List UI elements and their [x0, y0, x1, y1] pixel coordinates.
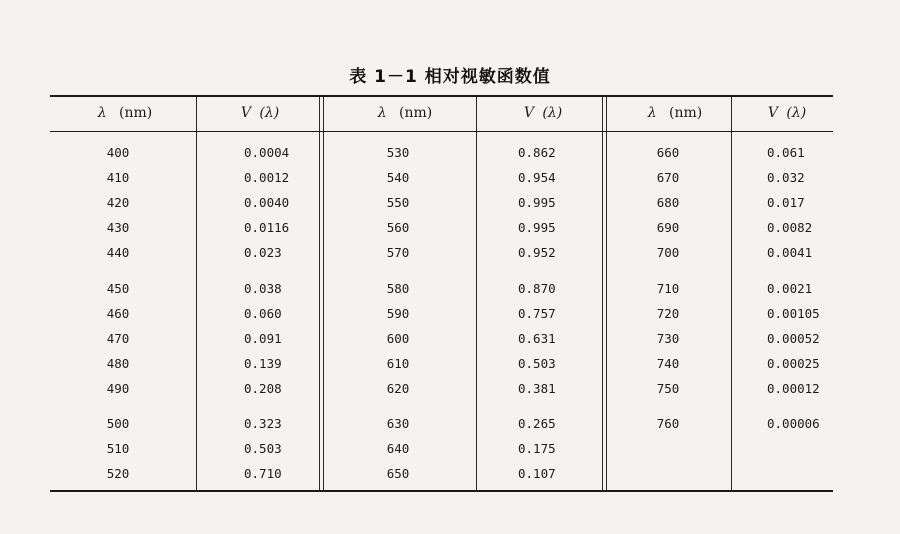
group-divider: [602, 97, 603, 490]
luminosity-value-cell: 0.060: [244, 306, 282, 321]
column-divider: [196, 97, 197, 490]
wavelength-cell: 420: [106, 195, 130, 210]
luminosity-value-cell: 0.061: [767, 145, 805, 160]
luminosity-value-cell: 0.0004: [244, 145, 290, 160]
luminosity-value-cell: 0.091: [244, 331, 282, 346]
lambda-unit: (nm): [399, 105, 433, 121]
wavelength-cell: 690: [656, 220, 680, 235]
luminosity-value-cell: 0.023: [244, 245, 282, 260]
wavelength-cell: 450: [106, 281, 130, 296]
wavelength-cell: 660: [656, 145, 680, 160]
wavelength-cell: 740: [656, 356, 680, 371]
wavelength-cell: 760: [656, 416, 680, 431]
luminosity-value-cell: 0.0012: [244, 170, 290, 185]
v-symbol: V: [523, 105, 534, 121]
luminosity-value-cell: 0.107: [518, 466, 556, 481]
luminosity-value-cell: 0.954: [518, 170, 556, 185]
column-divider: [476, 97, 477, 490]
header-v: [752, 105, 822, 121]
wavelength-cell: 710: [656, 281, 680, 296]
luminosity-value-cell: 0.00006: [767, 416, 820, 431]
luminosity-value-cell: 0.017: [767, 195, 805, 210]
luminosity-value-cell: 0.0116: [244, 220, 290, 235]
wavelength-cell: 500: [106, 416, 130, 431]
wavelength-cell: 620: [386, 381, 410, 396]
luminosity-value-cell: 0.208: [244, 381, 282, 396]
wavelength-cell: 570: [386, 245, 410, 260]
luminosity-value-cell: 0.0040: [244, 195, 290, 210]
wavelength-cell: 750: [656, 381, 680, 396]
group-divider: [319, 97, 320, 490]
v-argument: (λ): [542, 105, 563, 121]
wavelength-cell: 630: [386, 416, 410, 431]
column-divider: [731, 97, 732, 490]
wavelength-cell: 610: [386, 356, 410, 371]
wavelength-cell: 720: [656, 306, 680, 321]
table-top-rule: [50, 95, 833, 97]
header-v: [508, 105, 578, 121]
wavelength-cell: 730: [656, 331, 680, 346]
luminosity-value-cell: 0.00025: [767, 356, 820, 371]
wavelength-cell: 540: [386, 170, 410, 185]
wavelength-cell: 470: [106, 331, 130, 346]
header-lambda: [80, 105, 170, 121]
wavelength-cell: 460: [106, 306, 130, 321]
group-divider: [606, 97, 607, 490]
wavelength-cell: 400: [106, 145, 130, 160]
wavelength-cell: 550: [386, 195, 410, 210]
wavelength-cell: 650: [386, 466, 410, 481]
header-rule: [50, 131, 833, 132]
wavelength-cell: 430: [106, 220, 130, 235]
v-symbol: V: [240, 105, 251, 121]
luminosity-value-cell: 0.00052: [767, 331, 820, 346]
lambda-symbol: λ: [97, 105, 107, 121]
luminosity-value-cell: 0.00012: [767, 381, 820, 396]
luminosity-value-cell: 0.265: [518, 416, 556, 431]
wavelength-cell: 670: [656, 170, 680, 185]
luminosity-value-cell: 0.503: [518, 356, 556, 371]
luminosity-value-cell: 0.995: [518, 220, 556, 235]
wavelength-cell: 520: [106, 466, 130, 481]
lambda-unit: (nm): [119, 105, 153, 121]
header-v: [225, 105, 295, 121]
luminosity-value-cell: 0.995: [518, 195, 556, 210]
v-argument: (λ): [259, 105, 280, 121]
wavelength-cell: 590: [386, 306, 410, 321]
luminosity-value-cell: 0.175: [518, 441, 556, 456]
luminosity-value-cell: 0.032: [767, 170, 805, 185]
luminosity-value-cell: 0.323: [244, 416, 282, 431]
luminosity-value-cell: 0.952: [518, 245, 556, 260]
luminosity-value-cell: 0.757: [518, 306, 556, 321]
wavelength-cell: 700: [656, 245, 680, 260]
luminosity-value-cell: 0.139: [244, 356, 282, 371]
v-symbol: V: [767, 105, 778, 121]
table-title: 表 1－1 相对视敏函数值: [349, 67, 551, 87]
luminosity-value-cell: 0.710: [244, 466, 282, 481]
luminosity-value-cell: 0.0021: [767, 281, 813, 296]
header-lambda: [360, 105, 450, 121]
luminosity-value-cell: 0.503: [244, 441, 282, 456]
lambda-symbol: λ: [377, 105, 387, 121]
luminosity-value-cell: 0.038: [244, 281, 282, 296]
wavelength-cell: 480: [106, 356, 130, 371]
wavelength-cell: 640: [386, 441, 410, 456]
luminosity-value-cell: 0.862: [518, 145, 556, 160]
luminosity-value-cell: 0.870: [518, 281, 556, 296]
wavelength-cell: 510: [106, 441, 130, 456]
wavelength-cell: 560: [386, 220, 410, 235]
wavelength-cell: 530: [386, 145, 410, 160]
lambda-symbol: λ: [647, 105, 657, 121]
luminosity-value-cell: 0.381: [518, 381, 556, 396]
v-argument: (λ): [786, 105, 807, 121]
wavelength-cell: 600: [386, 331, 410, 346]
header-lambda: [630, 105, 720, 121]
luminosity-value-cell: 0.00105: [767, 306, 820, 321]
wavelength-cell: 440: [106, 245, 130, 260]
table-bottom-rule: [50, 490, 833, 492]
luminosity-value-cell: 0.0082: [767, 220, 813, 235]
wavelength-cell: 680: [656, 195, 680, 210]
wavelength-cell: 410: [106, 170, 130, 185]
luminosity-value-cell: 0.631: [518, 331, 556, 346]
luminosity-value-cell: 0.0041: [767, 245, 813, 260]
wavelength-cell: 490: [106, 381, 130, 396]
wavelength-cell: 580: [386, 281, 410, 296]
lambda-unit: (nm): [669, 105, 703, 121]
group-divider: [323, 97, 324, 490]
